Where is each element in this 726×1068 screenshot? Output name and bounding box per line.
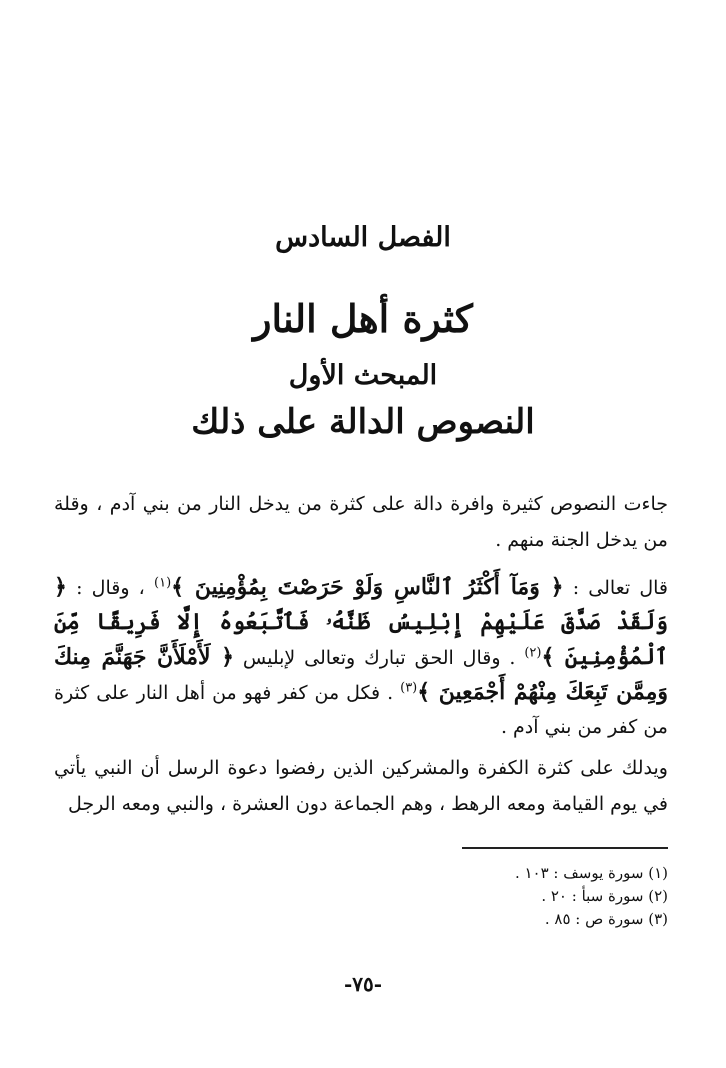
page-number: -٧٥- xyxy=(343,972,383,996)
connector-text-2: . وقال الحق تبارك وتعالى لإبليس xyxy=(242,647,516,669)
footnote-2: (٢) سورة سبأ : ٢٠ . xyxy=(541,887,668,905)
connector-text-1: ، وقال : xyxy=(76,577,145,599)
chapter-title: كثرة أهل النار xyxy=(253,296,473,341)
footnote-divider xyxy=(462,847,668,849)
footnote-ref-1: (١) xyxy=(154,575,172,591)
quran-verse-3: ﴿ لَأَمْلَأَنَّ جَهَنَّمَ مِنكَ وَمِمَّن تَبِعَكَ مِنْهُمْ أَجْمَعِينَ ﴾ xyxy=(54,644,668,705)
section-heading: المبحث الأول xyxy=(288,360,438,391)
verses-intro-text: قال تعالى : xyxy=(572,577,669,599)
footnote-ref-3: (٣) xyxy=(400,680,418,696)
paragraph-intro: جاءت النصوص كثيرة وافرة دالة على كثرة من يدخل النار من بني آدم ، وقلة من يدخل الجنة منهم . xyxy=(54,493,668,551)
footnotes xyxy=(408,862,668,931)
paragraph-verses xyxy=(54,570,668,744)
section-subtitle: النصوص الدالة على ذلك xyxy=(191,402,535,442)
quran-verse-1: ﴿ وَمَآ أَكْثَرُ ٱلنَّاسِ وَلَوْ حَرَصْتَ بِمُؤْمِنِينَ ﴾ xyxy=(171,574,564,600)
footnote-ref-2: (٢) xyxy=(524,645,542,661)
chapter-heading: الفصل السادس xyxy=(275,222,451,253)
conclusion-text: . فكل من كفر فهو من أهل النار على كثرة من كفر من بني آدم . xyxy=(54,682,668,738)
paragraph-evidence: ويدلك على كثرة الكفرة والمشركين الذين رفضوا دعوة الرسل أن النبي يأتي في يوم القيامة ومعه الرهط ، وهم الجماعة دون العشرة ، والنبي ومعه الرجل xyxy=(54,757,668,815)
quran-verse-2: ﴿ وَلَقَدْ صَدَّقَ عَلَيْهِمْ إِبْلِيسُ ظَنَّهُۥ فَٱتَّبَعُوهُ إِلَّا فَرِيقًا مِّنَ ٱلْمُؤْمِنِينَ ﴾ xyxy=(54,574,668,670)
footnote-3: (٣) سورة ص : ٨٥ . xyxy=(544,910,668,928)
footnote-1: (١) سورة يوسف : ١٠٣ . xyxy=(514,864,668,882)
